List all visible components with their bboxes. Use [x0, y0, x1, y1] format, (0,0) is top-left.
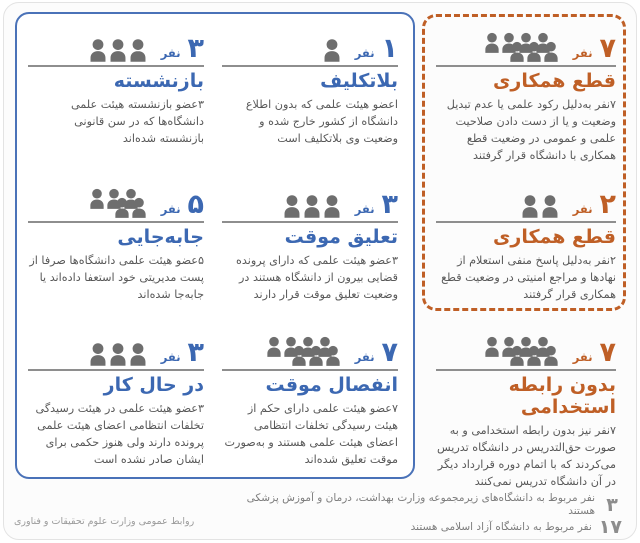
people-icon-group	[28, 332, 147, 366]
people-icon-group	[436, 332, 559, 366]
card-count: ۷	[599, 33, 616, 64]
card-title: انفصال موقت	[265, 374, 398, 396]
card-no-employment-relation	[436, 326, 616, 490]
card-title: بازنشسته	[113, 70, 204, 92]
person-icon	[526, 345, 542, 366]
footer-note-text: نفر مربوط به دانشگاه‌های زیرمجموعه وزارت بهداشت، درمان و آموزش پزشکی هستند	[246, 492, 595, 517]
card-title: بلاتکلیف	[320, 70, 398, 92]
person-icon	[109, 342, 127, 366]
person-icon	[131, 197, 147, 218]
people-icon-group	[222, 332, 341, 366]
card-divider	[28, 369, 204, 371]
person-icon	[509, 41, 525, 62]
card-in-progress	[28, 326, 204, 468]
credit-line: روابط عمومی وزارت علوم تحقیقات و فناوری	[14, 516, 195, 527]
card-divider	[28, 65, 204, 67]
person-icon	[308, 345, 324, 366]
card-count-unit: نفر	[354, 349, 375, 364]
card-title: جابه‌جایی	[117, 226, 204, 248]
card-temporary-dismissal	[222, 326, 398, 468]
person-icon	[325, 345, 341, 366]
card-title: قطع همکاری	[493, 70, 616, 92]
card-header	[436, 326, 616, 366]
card-count: ۷	[381, 337, 398, 368]
people-icon-group	[28, 28, 147, 62]
card-divider	[436, 65, 616, 67]
card-relocation	[28, 178, 204, 303]
person-icon	[323, 194, 341, 218]
card-description: ۳عضو بازنشسته هیئت علمی دانشگاه‌ها که در سن قانونی بازنشسته شده‌اند	[70, 97, 204, 145]
person-icon	[129, 38, 147, 62]
card-description: ۲نفر به‌دلیل پاسخ منفی استعلام از نهادها و مراجع امنیتی در وضعیت قطع همکاری قرار گرفتند	[441, 253, 616, 301]
card-count: ۳	[187, 33, 204, 64]
card-description: ۷نفر به‌دلیل رکود علمی یا عدم تبدیل وضعیت و یا از دست دادن صلاحیت علمی و عمومی در وضعیت قطع همکاری با دانشگاه قرار گرفتند	[446, 97, 616, 162]
person-icon	[109, 38, 127, 62]
person-icon	[526, 41, 542, 62]
card-description: ۷نفر نیز بدون رابطه استخدامی و به صورت حق‌التدریس در دانشگاه تدریس می‌کردند که با اتمام دوره قرارداد دیگر در آن دانشگاه تدریس نمی‌کنند	[436, 423, 616, 488]
card-temporary-suspension	[222, 178, 398, 303]
card-divider	[222, 221, 398, 223]
card-description: اعضو هیئت علمی که بدون اطلاع دانشگاه از کشور خارج شده و وضعیت وی بلاتکلیف است	[245, 97, 398, 145]
card-description: ۳عضو هیئت علمی در هیئت رسیدگی تخلفات انتظامی اعضای هیئت علمی پرونده دارند ولی هنوز حکمی برای ایشان صادر نشده است	[35, 401, 204, 466]
person-icon	[543, 41, 559, 62]
card-divider	[222, 369, 398, 371]
card-count-unit: نفر	[572, 201, 593, 216]
footer-note-text: نفر مربوط به دانشگاه آزاد اسلامی هستند	[410, 520, 592, 533]
card-title: قطع همکاری	[493, 226, 616, 248]
people-icon-group	[28, 184, 147, 218]
card-count-unit: نفر	[572, 349, 593, 364]
people-icon-group	[436, 28, 559, 62]
people-icon-group	[222, 184, 341, 218]
card-count-unit: نفر	[160, 349, 181, 364]
card-count: ۷	[599, 337, 616, 368]
person-icon	[89, 38, 107, 62]
card-divider	[436, 369, 616, 371]
card-header	[222, 178, 398, 218]
person-icon	[129, 342, 147, 366]
people-icon-group	[222, 28, 341, 62]
card-title: تعلیق موقت	[284, 226, 398, 248]
card-divider	[28, 221, 204, 223]
person-icon	[541, 194, 559, 218]
card-count: ۳	[381, 189, 398, 220]
person-icon	[543, 345, 559, 366]
card-count-unit: نفر	[160, 45, 181, 60]
person-icon	[291, 345, 307, 366]
person-icon	[484, 336, 500, 357]
person-icon	[509, 345, 525, 366]
card-description: ۳عضو هیئت علمی که دارای پرونده قضایی بیرون از دانشگاه هستند در وضعیت تعلیق موقت قرار دارند	[236, 253, 398, 301]
card-count: ۳	[187, 337, 204, 368]
person-icon	[303, 194, 321, 218]
footer-note-number: ۳	[606, 493, 618, 516]
card-title: بدون رابطه استخدامی	[508, 374, 616, 418]
person-icon	[114, 197, 130, 218]
card-header	[436, 22, 616, 62]
card-terminated-2	[436, 178, 616, 303]
person-icon	[266, 336, 282, 357]
person-icon	[89, 188, 105, 209]
person-icon	[283, 194, 301, 218]
card-count-unit: نفر	[572, 45, 593, 60]
card-description: ۷عضو هیئت علمی دارای حکم از هیئت رسیدگی تخلفات انتظامی اعضای هیئت علمی هستند و به‌صورت موقت تعلیق شده‌اند	[224, 401, 398, 466]
card-description: ۵عضو هیئت علمی دانشگاه‌ها صرفا از پست مدیریتی خود استعفا داده‌اند یا جابه‌جا شده‌اند	[29, 253, 204, 301]
card-count: ۵	[187, 189, 204, 220]
card-retired	[28, 22, 204, 147]
card-terminated-7	[436, 22, 616, 164]
footer-note-row	[222, 516, 622, 538]
person-icon	[89, 342, 107, 366]
card-header	[222, 326, 398, 366]
card-header	[28, 326, 204, 366]
footer-note-number: ۱۷	[598, 515, 622, 538]
card-count-unit: نفر	[354, 45, 375, 60]
people-icon-group	[436, 184, 559, 218]
person-icon	[323, 38, 341, 62]
card-count-unit: نفر	[354, 201, 375, 216]
card-undetermined	[222, 22, 398, 147]
card-count-unit: نفر	[160, 201, 181, 216]
person-icon	[484, 32, 500, 53]
card-header	[436, 178, 616, 218]
card-header	[28, 178, 204, 218]
footer-note-row	[222, 494, 622, 516]
person-icon	[521, 194, 539, 218]
footer-notes	[222, 494, 622, 538]
card-count: ۱	[381, 33, 398, 64]
card-divider	[436, 221, 616, 223]
card-header	[222, 22, 398, 62]
card-divider	[222, 65, 398, 67]
card-header	[28, 22, 204, 62]
card-title: در حال کار	[103, 374, 204, 396]
card-count: ۲	[599, 189, 616, 220]
